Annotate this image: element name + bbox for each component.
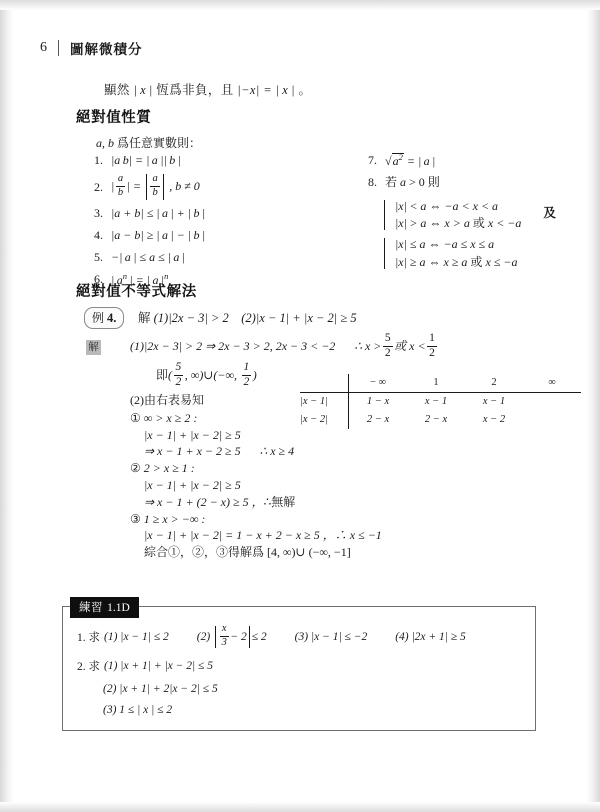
part1-conclusion-a: ∴ x > xyxy=(354,338,382,353)
property-expression: |a b| = | a || b | xyxy=(111,153,181,168)
table-row-label: |x − 1| xyxy=(300,393,349,412)
case-range: 2 > x ≥ 1 : xyxy=(143,461,195,476)
final-conclusion: 綜合①，②，③得解爲 [4, ∞)∪ (−∞, −1] xyxy=(144,545,351,560)
table-row-label: |x − 2| xyxy=(300,411,349,429)
properties-intro: a, b 爲任意實數則： xyxy=(96,136,202,150)
section-heading-inequality: 絕對值不等式解法 xyxy=(76,284,197,300)
part1-line2-prefix: 即 xyxy=(156,367,169,382)
property-expression: $√a^2$ = | a | xyxy=(385,152,436,169)
practice-title: 練習 xyxy=(79,600,103,614)
union-symbol: ∪ xyxy=(203,367,214,382)
lead-suffix: 。 xyxy=(298,83,312,97)
practice-tab-label xyxy=(70,597,139,618)
ji-label: 及 xyxy=(543,205,556,220)
property-number: 6. xyxy=(94,272,103,287)
section-heading-properties: 絕對值性質 xyxy=(76,110,152,126)
brace-glyph xyxy=(384,238,390,268)
properties-list-right xyxy=(368,152,588,269)
example-statement-2: (2)|x − 1| + |x − 2| ≥ 5 xyxy=(241,311,357,325)
example-statement-1: (1)|2x − 3| > 2 xyxy=(153,311,229,325)
page-edge-shade-left xyxy=(0,0,14,812)
problem-1-item: (2) $\frac{x}{3}$ − 2 ≤ 2 xyxy=(196,623,267,648)
solution-body xyxy=(130,334,460,563)
problem-2-item: (2) |x + 1| + 2|x − 2| ≤ 5 xyxy=(103,683,218,695)
running-head xyxy=(40,38,143,58)
solution-line-2: 即( $\frac{5}{2}$ , ∞)∪(−∞, $\frac{1}{2}$ ) xyxy=(156,361,257,388)
practice-problem-2 xyxy=(77,658,521,674)
problem-1-item: (4) |2x + 1| ≥ 5 xyxy=(395,631,466,643)
problem-1-item: (3) |x − 1| ≤ −2 xyxy=(294,631,368,643)
problem-1-lead: 1. 求 xyxy=(77,632,100,644)
table-col-header: − ∞ xyxy=(349,374,408,393)
part2-intro: (2)由右表易知 xyxy=(130,393,204,407)
property-item xyxy=(94,227,304,244)
case-group-1 xyxy=(384,200,521,230)
book-title: 圖解微積分 xyxy=(70,42,143,58)
case-2-header xyxy=(130,462,460,476)
practice-box xyxy=(62,606,536,731)
part1-conclusion-b: 或 x < xyxy=(394,338,426,353)
problem-1-item: (1) |x − 1| ≤ 2 xyxy=(104,631,169,643)
table-cell: 2 − x xyxy=(424,414,448,425)
property-item xyxy=(94,205,304,222)
table-row xyxy=(300,411,581,429)
property-number: 7. xyxy=(368,153,377,168)
property-expression: |a + b| ≤ | a | + | b | xyxy=(111,206,206,221)
table-cell: 2 − x xyxy=(366,414,390,425)
case-3-header xyxy=(130,513,460,527)
property-item xyxy=(94,249,304,266)
table-col-header: 2 xyxy=(465,374,523,393)
property-expression: |a − b| ≥ | a | − | b | xyxy=(111,228,206,243)
case-3-step: |x − 1| + |x − 2| = 1 − x + 2 − x ≥ 5 ， xyxy=(144,528,335,543)
property-item xyxy=(94,152,304,169)
case-marker: ② xyxy=(130,461,141,476)
case-group-2 xyxy=(384,238,588,268)
example-number: 4. xyxy=(107,311,117,325)
table-cell: x − 1 xyxy=(424,396,448,407)
table-cell: 1 − x xyxy=(366,396,390,407)
case-1-line xyxy=(144,445,460,459)
case-3-result: ∴ x ≤ −1 xyxy=(334,528,382,543)
property-number: 3. xyxy=(94,206,103,221)
case-marker: ③ xyxy=(130,511,141,526)
property-number: 4. xyxy=(94,228,103,243)
property-expression: | $a^n$ | = | a $|^n$ xyxy=(111,271,169,288)
solution-marker-icon: 解 xyxy=(86,340,101,355)
problem-2-item: (1) |x + 1| + |x − 2| ≤ 5 xyxy=(104,660,213,672)
page-edge-shade-bottom xyxy=(0,802,600,812)
property-number: 2. xyxy=(94,179,103,194)
example-badge xyxy=(84,307,124,329)
practice-code: 1.1D xyxy=(107,602,130,614)
page-number: 6 xyxy=(40,40,47,55)
case-marker: ① xyxy=(130,410,141,425)
case-2-line: |x − 1| + |x − 2| ≥ 5 xyxy=(144,477,241,492)
example-solve-word: 解 xyxy=(138,311,151,325)
practice-problem-2-sub xyxy=(103,683,521,695)
practice-problem-2-sub xyxy=(103,704,521,716)
case-range: ∞ > x ≥ 2 : xyxy=(143,410,198,425)
brace-glyph xyxy=(384,200,390,230)
property-expression: 若 a > 0 則 xyxy=(385,175,440,190)
part1-line1: (1)|2x − 3| > 2 ⇒ 2x − 3 > 2, 2x − 3 < −2 xyxy=(130,338,336,353)
case-2-step: ⇒ x − 1 + (2 − x) ≥ 5 ， xyxy=(144,494,264,509)
properties-list-left xyxy=(94,152,304,293)
property-item xyxy=(368,174,588,191)
table-cell: x − 1 xyxy=(482,396,506,407)
header-divider xyxy=(58,40,59,56)
practice-problem-1 xyxy=(77,625,521,649)
property-item xyxy=(94,174,304,200)
solution-line-1 xyxy=(130,334,460,360)
page-edge-shade-top xyxy=(0,0,600,10)
case-3-line xyxy=(144,529,460,543)
table-row xyxy=(300,393,581,412)
case-1-line: |x − 1| + |x − 2| ≥ 5 xyxy=(144,427,241,442)
case-line: |x| < a ⇔ −a < x < a xyxy=(395,199,499,213)
case-2-result: ∴無解 xyxy=(263,494,296,509)
sign-table xyxy=(300,374,581,429)
fraction-five-halves: $\frac{5}{2}$ xyxy=(384,332,391,359)
property-item xyxy=(368,152,588,169)
table-cell-empty xyxy=(523,411,581,429)
problem-2-lead: 2. 求 xyxy=(77,661,100,673)
property-number: 5. xyxy=(94,250,103,265)
table-cell: x − 2 xyxy=(482,414,506,425)
table-cell-empty xyxy=(523,393,581,412)
fraction-one-half: $\frac{1}{2}$ xyxy=(429,332,435,359)
table-col-header: ∞ xyxy=(523,374,581,393)
case-1-result: ∴ x ≥ 4 xyxy=(259,444,295,459)
case-1-step: ⇒ x − 1 + x − 2 ≥ 5 xyxy=(144,444,241,459)
case-line: |x| ≤ a ⇔ −a ≤ x ≤ a xyxy=(395,237,495,252)
example-label: 例 xyxy=(92,311,105,325)
case-2-line xyxy=(144,496,460,510)
property-number: 1. xyxy=(94,153,103,168)
lead-prefix: 顯然 xyxy=(104,83,130,97)
table-col-header: 1 xyxy=(407,374,465,393)
page-edge-shade-right xyxy=(586,0,600,812)
lead-mid: 恆爲非負，且 xyxy=(156,83,234,97)
case-range: 1 ≥ x > −∞ : xyxy=(143,511,206,526)
property-expression: −| a | ≤ a ≤ | a | xyxy=(111,250,186,265)
table-header-row xyxy=(300,374,581,393)
case-group-1-wrapper xyxy=(368,196,588,230)
case-line: |x| ≥ a ⇔ x ≥ a 或 x ≤ −a xyxy=(395,254,518,269)
property-number: 8. xyxy=(368,175,377,190)
sign-table-grid xyxy=(300,374,581,429)
lead-paragraph: 顯然 | x | 恆爲非負，且 |−x| = | x | 。 xyxy=(104,83,312,97)
problem-2-item: (3) 1 ≤ | x | ≤ 2 xyxy=(103,704,173,716)
case-line: |x| > a ⇔ x > a 或 x < −a xyxy=(395,216,522,231)
property-expression: | $\frac{a}{b}$ | = $\frac{a}{b}$ , b ≠ 0 xyxy=(111,174,200,200)
example-statement xyxy=(138,308,357,326)
table-corner-cell xyxy=(300,374,349,393)
